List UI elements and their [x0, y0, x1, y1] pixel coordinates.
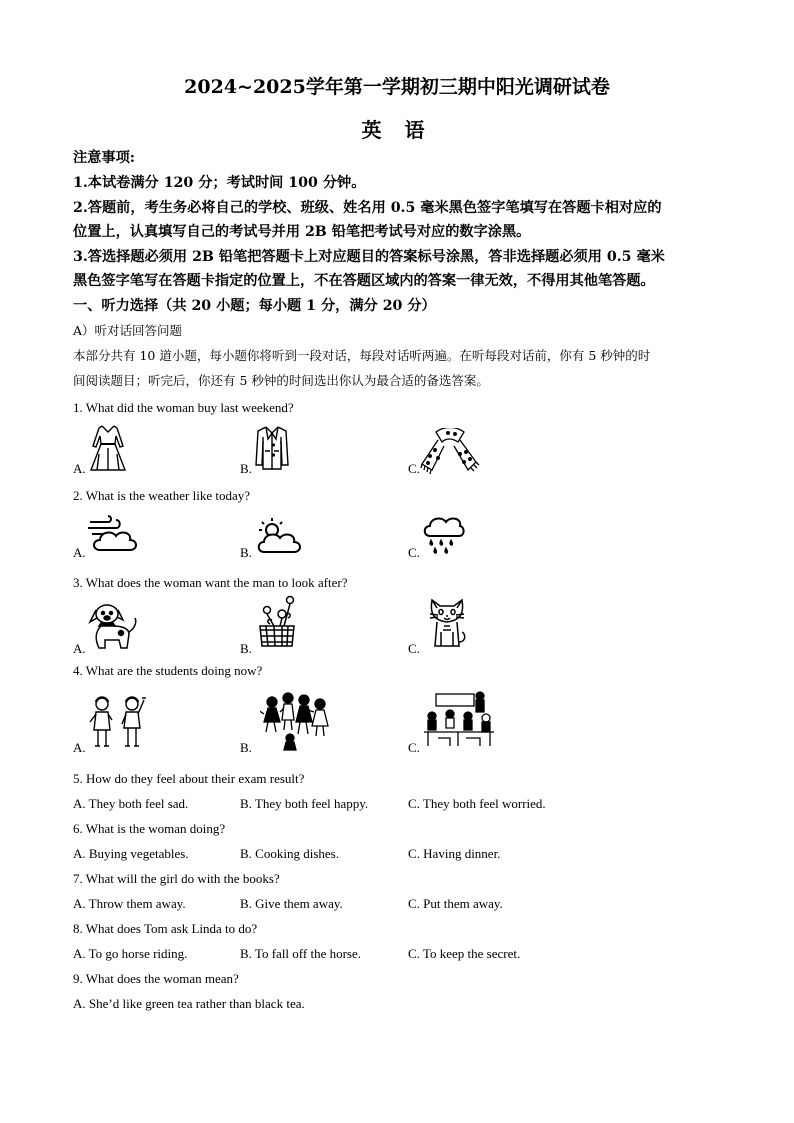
- question-9: 9. What does the woman mean?: [73, 971, 239, 986]
- windy-cloud-picture: [86, 514, 142, 554]
- exam-title: 2024~2025学年第一学期初三期中阳光调研试卷: [184, 76, 610, 98]
- q4-option-a-label: A.: [73, 740, 86, 755]
- q5-option-c: C. They both feel worried.: [408, 796, 546, 811]
- q2-option-c-label: C.: [408, 545, 420, 560]
- q3-option-c-label: C.: [408, 641, 420, 656]
- notice-line-3a: 3.答选择题必须用 2B 铅笔把答题卡上对应题目的答案标号涂黑，答非选择题必须用 0.5 毫米: [73, 249, 665, 265]
- q4-option-b-label: B.: [240, 740, 252, 755]
- cat-picture: [426, 596, 468, 650]
- dog-picture: [87, 600, 141, 652]
- q1-option-b-label: B.: [240, 461, 252, 476]
- q8-option-a: A. To go horse riding.: [73, 946, 188, 961]
- notice-line-3b: 黑色签字笔写在答题卡指定的位置上，不在答题区域内的答案一律无效，不得用其他笔答题。: [73, 273, 655, 289]
- part-a-intro-2: 间阅读题目；听完后，你还有 5 秒钟的时间选出你认为最合适的备选答案。: [73, 373, 489, 388]
- part-a-heading: A）听对话回答问题: [73, 323, 183, 338]
- waving-students-picture: [86, 690, 150, 752]
- exam-subject: 英 语: [361, 118, 433, 142]
- q1-option-c-label: C.: [408, 461, 420, 476]
- question-1: 1. What did the woman buy last weekend?: [73, 400, 294, 415]
- question-6: 6. What is the woman doing?: [73, 821, 226, 836]
- question-3: 3. What does the woman want the man to look after?: [73, 575, 348, 590]
- question-5: 5. How do they feel about their exam result?: [73, 771, 305, 786]
- notice-line-2a: 2.答题前，考生务必将自己的学校、班级、姓名用 0.5 毫米黑色签字笔填写在答题卡相对应的: [73, 200, 662, 216]
- question-7: 7. What will the girl do with the books?: [73, 871, 280, 886]
- rainy-cloud-picture: [421, 514, 465, 558]
- q8-option-b: B. To fall off the horse.: [240, 946, 362, 961]
- q2-option-a-label: A.: [73, 545, 86, 560]
- q6-option-c: C. Having dinner.: [408, 846, 501, 861]
- question-8: 8. What does Tom ask Linda to do?: [73, 921, 258, 936]
- q3-option-b-label: B.: [240, 641, 252, 656]
- dancing-students-picture: [260, 690, 332, 752]
- question-4: 4. What are the students doing now?: [73, 663, 263, 678]
- question-2: 2. What is the weather like today?: [73, 488, 251, 503]
- flower-pot-picture: [254, 594, 300, 648]
- notice-line-1: 1.本试卷满分 120 分；考试时间 100 分钟。: [73, 175, 366, 191]
- dress-picture: [85, 424, 131, 472]
- section-heading: 一、听力选择（共 20 小题；每小题 1 分，满分 20 分）: [73, 298, 436, 314]
- q1-option-a-label: A.: [73, 461, 86, 476]
- q7-option-c: C. Put them away.: [408, 896, 503, 911]
- q7-option-b: B. Give them away.: [240, 896, 343, 911]
- q5-option-a: A. They both feel sad.: [73, 796, 189, 811]
- q5-option-b: B. They both feel happy.: [240, 796, 369, 811]
- part-a-intro-1: 本部分共有 10 道小题，每小题你将听到一段对话，每段对话听两遍。在听每段对话前，你有 5 秒钟的时: [73, 348, 651, 363]
- notice-line-2b: 位置上，认真填写自己的考试号并用 2B 铅笔把考试号对应的数字涂黑。: [73, 224, 531, 240]
- notice-heading: 注意事项:: [73, 150, 135, 166]
- q2-option-b-label: B.: [240, 545, 252, 560]
- q4-option-c-label: C.: [408, 740, 420, 755]
- q6-option-b: B. Cooking dishes.: [240, 846, 339, 861]
- q6-option-a: A. Buying vegetables.: [73, 846, 189, 861]
- scarf-picture: [418, 428, 482, 474]
- classroom-picture: [422, 690, 496, 750]
- coat-picture: [254, 425, 290, 471]
- q8-option-c: C. To keep the secret.: [408, 946, 521, 961]
- q3-option-a-label: A.: [73, 641, 86, 656]
- sunny-cloud-picture: [254, 516, 306, 556]
- q9-option-a: A. She’d like green tea rather than black tea.: [73, 996, 305, 1011]
- q7-option-a: A. Throw them away.: [73, 896, 186, 911]
